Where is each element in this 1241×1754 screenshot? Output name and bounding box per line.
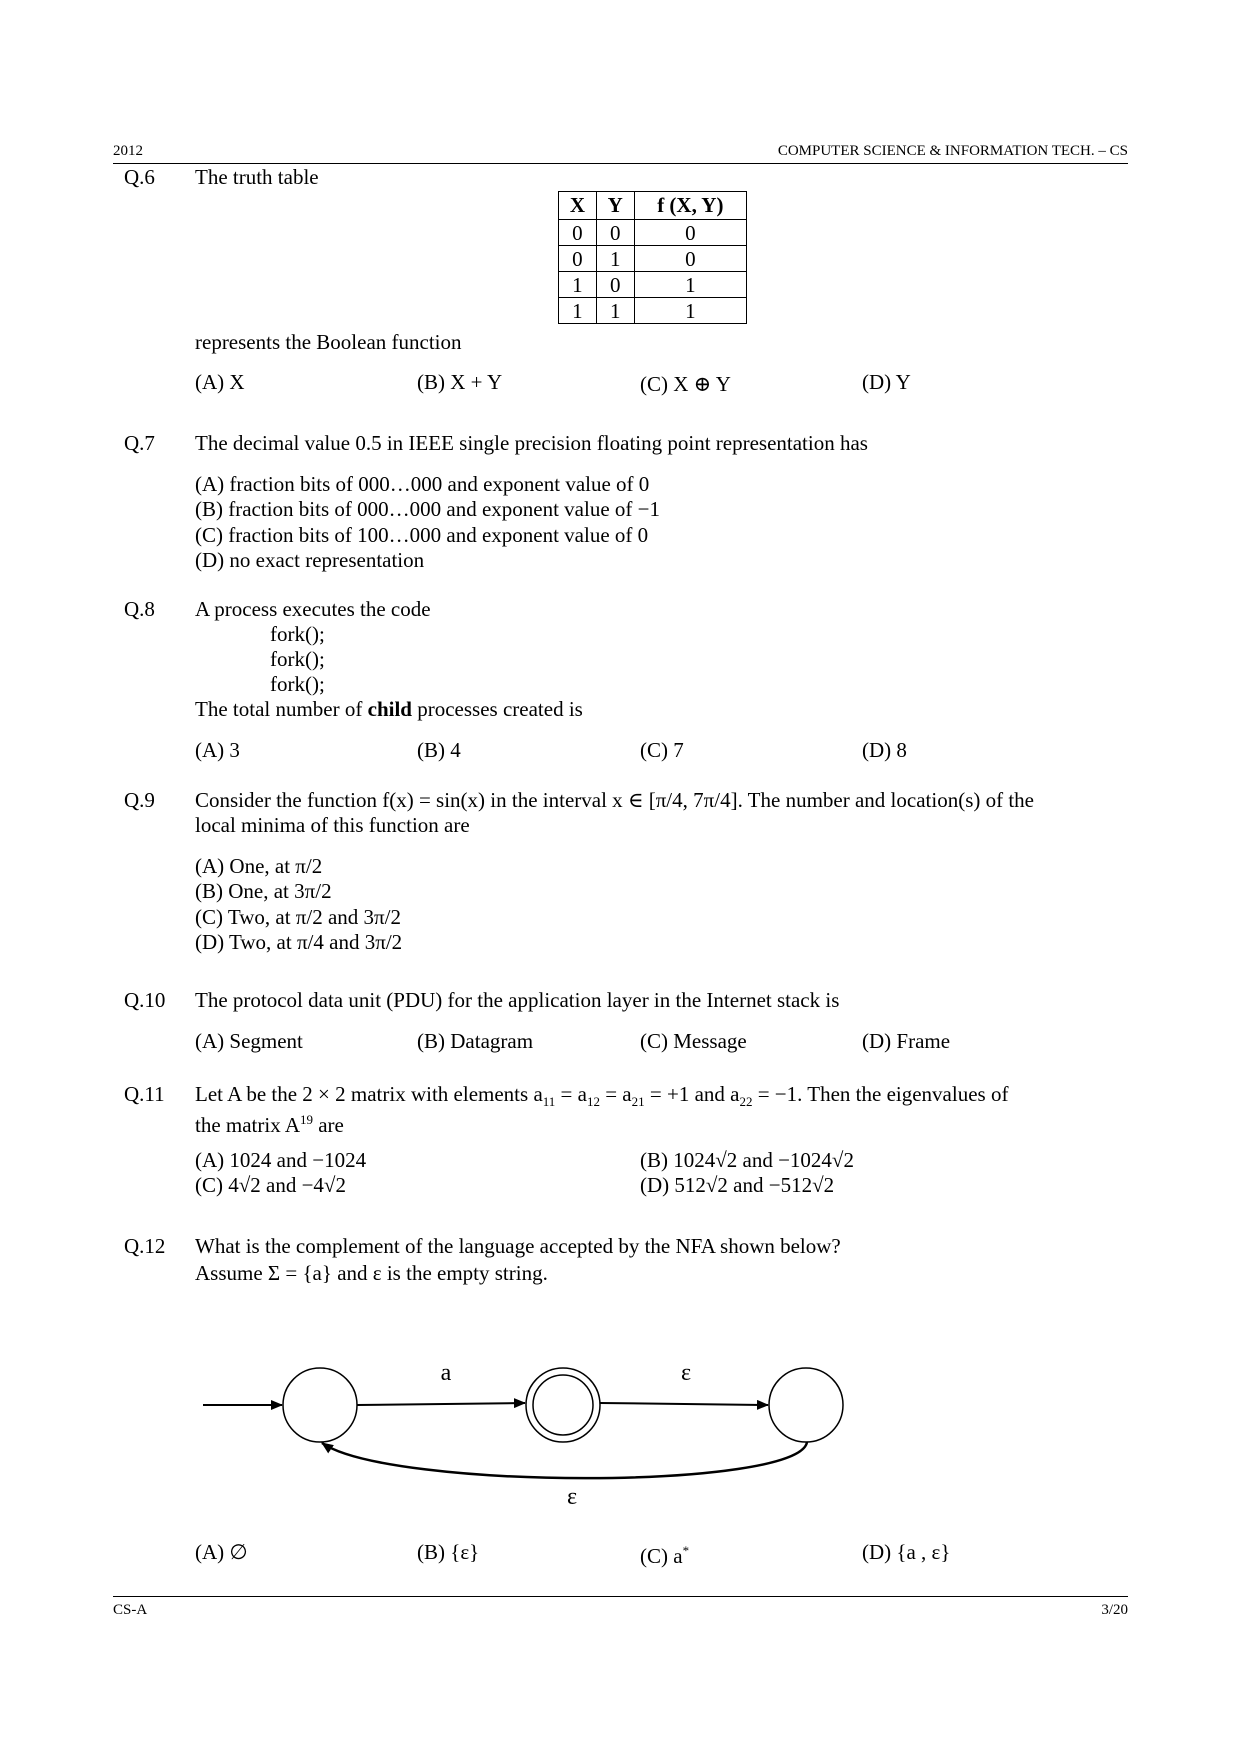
table-row bbox=[559, 246, 747, 272]
text-fragment: the matrix A bbox=[195, 1113, 300, 1137]
option-c: (C) fraction bits of 100…000 and exponent value of 0 bbox=[195, 523, 649, 547]
subscript: 11 bbox=[542, 1094, 556, 1110]
text-fragment: = a bbox=[599, 1082, 632, 1106]
option-a: (A) fraction bits of 000…000 and exponent value of 0 bbox=[195, 472, 650, 496]
question-text: The decimal value 0.5 in IEEE single precision floating point representation has bbox=[195, 431, 868, 455]
question-number: Q.9 bbox=[124, 788, 155, 812]
option-b: (B) Datagram bbox=[417, 1029, 534, 1053]
table-cell: 1 bbox=[634, 298, 746, 324]
text-fragment: processes created is bbox=[411, 697, 583, 721]
transition-a-arrow bbox=[357, 1403, 525, 1405]
option-c: (C) X ⊕ Y bbox=[640, 372, 731, 396]
label-a: a bbox=[440, 1360, 452, 1386]
subscript: 22 bbox=[739, 1094, 753, 1110]
option-c bbox=[640, 1537, 689, 1570]
question-text: A process executes the code bbox=[195, 597, 431, 621]
state-accepting-inner bbox=[533, 1375, 593, 1435]
question-text-continued bbox=[195, 1106, 344, 1139]
option-c: (C) 4√2 and −4√2 bbox=[195, 1173, 346, 1197]
table-cell: 1 bbox=[596, 246, 634, 272]
superscript: 19 bbox=[299, 1112, 313, 1127]
question-number: Q.7 bbox=[124, 431, 155, 455]
table-cell: 1 bbox=[596, 298, 634, 324]
option-a: (A) 1024 and −1024 bbox=[195, 1148, 367, 1172]
table-cell: 0 bbox=[559, 220, 597, 246]
superscript: * bbox=[682, 1543, 690, 1558]
option-b: (B) 1024√2 and −1024√2 bbox=[640, 1148, 854, 1172]
text-fragment: The total number of bbox=[195, 697, 368, 721]
table-cell: 0 bbox=[634, 246, 746, 272]
option-b: (B) fraction bits of 000…000 and exponent value of −1 bbox=[195, 497, 660, 521]
option-a: (A) Segment bbox=[195, 1029, 303, 1053]
text-fragment: = a bbox=[555, 1082, 587, 1106]
option-d: (D) Frame bbox=[862, 1029, 951, 1053]
label-epsilon-back: ε bbox=[566, 1484, 578, 1510]
subscript: 21 bbox=[631, 1094, 645, 1110]
option-d: (D) Y bbox=[862, 370, 911, 394]
option-d: (D) Two, at π/4 and 3π/2 bbox=[195, 930, 403, 954]
page-number: 3/20 bbox=[1101, 1602, 1128, 1618]
state-start bbox=[283, 1368, 357, 1442]
state-accepting-outer bbox=[526, 1368, 600, 1442]
question-8 bbox=[124, 596, 1124, 771]
subscript: 12 bbox=[586, 1094, 600, 1110]
option-b: (B) X + Y bbox=[417, 370, 503, 394]
question-text: The truth table bbox=[195, 165, 319, 189]
option-d: (D) 512√2 and −512√2 bbox=[640, 1173, 835, 1197]
option-d: (D) {a , ε} bbox=[862, 1540, 951, 1564]
option-a: (A) One, at π/2 bbox=[195, 854, 323, 878]
table-header-row bbox=[559, 192, 747, 220]
table-cell: 0 bbox=[559, 246, 597, 272]
emphasis-child: child bbox=[367, 697, 412, 721]
question-text-continued bbox=[195, 696, 583, 723]
option-c: (C) 7 bbox=[640, 738, 684, 762]
table-cell: 1 bbox=[559, 298, 597, 324]
question-number: Q.11 bbox=[124, 1082, 165, 1106]
text-fragment: Let A be the 2 × 2 matrix with elements a bbox=[195, 1082, 543, 1106]
table-cell: 1 bbox=[559, 272, 597, 298]
truth-table bbox=[558, 191, 747, 324]
question-10 bbox=[124, 987, 1124, 1057]
table-cell: 0 bbox=[596, 220, 634, 246]
table-cell: 1 bbox=[634, 272, 746, 298]
question-6 bbox=[124, 164, 1124, 404]
question-9 bbox=[124, 787, 1124, 967]
text-fragment: = +1 and a bbox=[644, 1082, 740, 1106]
code-line: fork(); bbox=[270, 672, 325, 696]
question-number: Q.6 bbox=[124, 165, 155, 189]
option-d: (D) no exact representation bbox=[195, 548, 425, 572]
question-text-continued: Assume Σ = {a} and ε is the empty string. bbox=[195, 1261, 548, 1285]
table-header-cell: X bbox=[559, 192, 597, 220]
nfa-diagram bbox=[190, 1340, 860, 1520]
option-a: (A) 3 bbox=[195, 738, 240, 762]
table-header-cell: Y bbox=[596, 192, 634, 220]
option-a: (A) ∅ bbox=[195, 1540, 248, 1564]
footer-rule bbox=[113, 1596, 1128, 1597]
text-fragment: = −1. Then the eigenvalues of bbox=[752, 1082, 1009, 1106]
question-text-continued: local minima of this function are bbox=[195, 813, 470, 837]
table-cell: 0 bbox=[596, 272, 634, 298]
question-number: Q.12 bbox=[124, 1234, 166, 1258]
transition-eps-back-arrow bbox=[322, 1442, 807, 1478]
exam-subject: COMPUTER SCIENCE & INFORMATION TECH. – CS bbox=[777, 143, 1128, 159]
option-d: (D) 8 bbox=[862, 738, 907, 762]
question-number: Q.8 bbox=[124, 597, 155, 621]
question-text: The protocol data unit (PDU) for the application layer in the Internet stack is bbox=[195, 988, 840, 1012]
question-11 bbox=[124, 1081, 1124, 1211]
option-a: (A) X bbox=[195, 370, 245, 394]
option-b: (B) One, at 3π/2 bbox=[195, 879, 332, 903]
transition-eps-arrow bbox=[600, 1403, 768, 1405]
text-fragment: are bbox=[312, 1113, 344, 1137]
table-row bbox=[559, 298, 747, 324]
option-b: (B) 4 bbox=[417, 738, 461, 762]
exam-year: 2012 bbox=[113, 143, 143, 159]
question-7 bbox=[124, 430, 1124, 580]
option-b: (B) {ε} bbox=[417, 1540, 480, 1564]
text-fragment: (C) a bbox=[640, 1544, 683, 1568]
footer-code: CS-A bbox=[113, 1602, 148, 1618]
table-cell: 0 bbox=[634, 220, 746, 246]
table-row bbox=[559, 220, 747, 246]
code-line: fork(); bbox=[270, 647, 325, 671]
table-row bbox=[559, 272, 747, 298]
code-line: fork(); bbox=[270, 622, 325, 646]
state-third bbox=[769, 1368, 843, 1442]
option-c: (C) Message bbox=[640, 1029, 747, 1053]
label-epsilon-forward: ε bbox=[680, 1360, 692, 1386]
question-text: Consider the function f(x) = sin(x) in the interval x ∈ [π/4, 7π/4]. The number and location(s) of the bbox=[195, 788, 1035, 812]
question-number: Q.10 bbox=[124, 988, 166, 1012]
question-text-continued: represents the Boolean function bbox=[195, 330, 462, 354]
table-header-cell: f (X, Y) bbox=[634, 192, 746, 220]
question-text: What is the complement of the language accepted by the NFA shown below? bbox=[195, 1234, 841, 1258]
option-c: (C) Two, at π/2 and 3π/2 bbox=[195, 905, 401, 929]
